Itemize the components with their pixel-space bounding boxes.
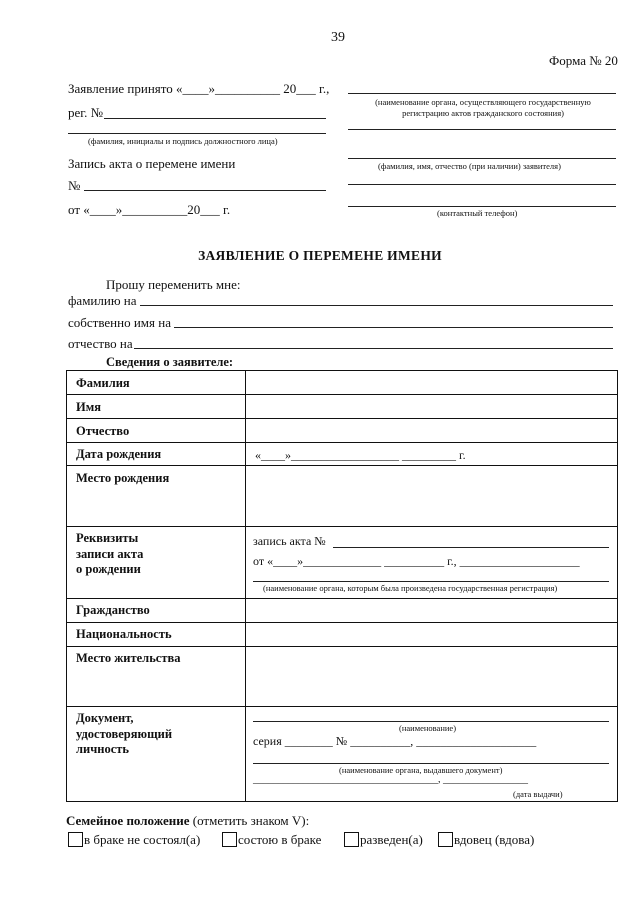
reg-no-field[interactable] <box>104 118 326 119</box>
option-widowed: вдовец (вдова) <box>454 832 535 847</box>
form-title: ЗАЯВЛЕНИЕ О ПЕРЕМЕНЕ ИМЕНИ <box>198 248 442 263</box>
id-series-line[interactable]: серия ________ № __________, ____________________ <box>253 734 537 748</box>
label-birth-record: Реквизиты записи акта о рождении <box>76 531 144 577</box>
official-caption: (фамилия, инициалы и подпись должностного лица) <box>88 136 278 146</box>
table-row-divider <box>67 598 617 599</box>
organ-field[interactable] <box>348 93 616 94</box>
label-birth-place: Место рождения <box>76 471 170 485</box>
new-name-field[interactable] <box>174 327 613 328</box>
id-date-caption: (дата выдачи) <box>513 789 563 799</box>
label-citizenship: Гражданство <box>76 603 150 617</box>
table-row-divider <box>67 442 617 443</box>
option-never-married: в браке не состоял(а) <box>84 832 201 847</box>
request-intro: Прошу переменить мне: <box>106 277 241 292</box>
label-nationality: Национальность <box>76 627 172 641</box>
id-organ-field[interactable] <box>253 763 609 764</box>
table-row-divider <box>67 706 617 707</box>
applicant-section-heading: Сведения о заявителе: <box>106 355 234 369</box>
birth-record-organ-caption: (наименование органа, которым была произведена государственная регистрация) <box>263 583 558 593</box>
record-date-line: от «____»__________20___ г. <box>68 202 231 217</box>
checkbox-widowed[interactable] <box>438 832 453 847</box>
birth-record-no-label: запись акта № <box>253 534 326 548</box>
organ-caption: (наименование органа, осуществляющего государственную регистрацию актов гражданского состояния) <box>375 97 591 119</box>
organ-field-2[interactable] <box>348 129 616 130</box>
birth-record-organ-field[interactable] <box>253 581 609 582</box>
phone-caption: (контактный телефон) <box>437 208 518 218</box>
label-name: Имя <box>76 400 101 414</box>
label-id-document: Документ, удостоверяющий личность <box>76 711 173 757</box>
table-row-divider <box>67 622 617 623</box>
record-no-label: № <box>68 178 81 193</box>
marital-hint: (отметить знаком V): <box>189 813 310 828</box>
label-surname: Фамилия <box>76 376 130 390</box>
checkbox-never-married[interactable] <box>68 832 83 847</box>
official-signature-field[interactable] <box>68 133 326 134</box>
applicant-table <box>66 370 618 802</box>
applicant-caption: (фамилия, имя, отчество (при наличии) заявителя) <box>378 161 561 171</box>
table-row-divider <box>67 646 617 647</box>
checkbox-divorced[interactable] <box>344 832 359 847</box>
record-no-field[interactable] <box>84 190 326 191</box>
checkbox-married[interactable] <box>222 832 237 847</box>
id-name-field[interactable] <box>253 721 609 722</box>
id-name-caption: (наименование) <box>399 723 457 733</box>
birth-record-no-field[interactable] <box>333 547 609 548</box>
accepted-line: Заявление принято «____»__________ 20___ г., <box>68 81 330 96</box>
new-surname-field[interactable] <box>140 305 613 306</box>
label-birth-date: Дата рождения <box>76 447 162 461</box>
form-number: Форма № 20 <box>549 53 618 68</box>
table-row-divider <box>67 526 617 527</box>
record-label: Запись акта о перемене имени <box>68 156 236 171</box>
table-row-divider <box>67 394 617 395</box>
table-row-divider <box>67 465 617 466</box>
id-organ-caption: (наименование органа, выдавшего документ) <box>339 765 503 775</box>
reg-no-label: рег. № <box>68 105 104 120</box>
option-married: состою в браке <box>238 832 322 847</box>
birth-record-date-line[interactable]: от «____»_____________ __________ г., ____________________ <box>253 554 580 568</box>
option-divorced: разведен(а) <box>360 832 423 847</box>
patronymic-to-label: отчество на <box>68 336 133 351</box>
table-row-divider <box>67 418 617 419</box>
id-date-line[interactable]: _____________________________________, _________________ <box>253 774 528 785</box>
page-number: 39 <box>331 30 345 45</box>
label-patronymic: Отчество <box>76 424 130 438</box>
birth-date-field[interactable]: «____»__________________ _________ г. <box>255 448 466 462</box>
marital-heading <box>66 814 309 827</box>
label-residence: Место жительства <box>76 651 181 665</box>
applicant-field[interactable] <box>348 158 616 159</box>
marital-label: Семейное положение <box>66 813 190 828</box>
table-column-divider <box>245 371 246 801</box>
new-patronymic-field[interactable] <box>134 348 613 349</box>
phone-field[interactable] <box>348 206 616 207</box>
name-to-label: собственно имя на <box>68 315 171 330</box>
surname-to-label: фамилию на <box>68 293 137 308</box>
applicant-field-2[interactable] <box>348 184 616 185</box>
